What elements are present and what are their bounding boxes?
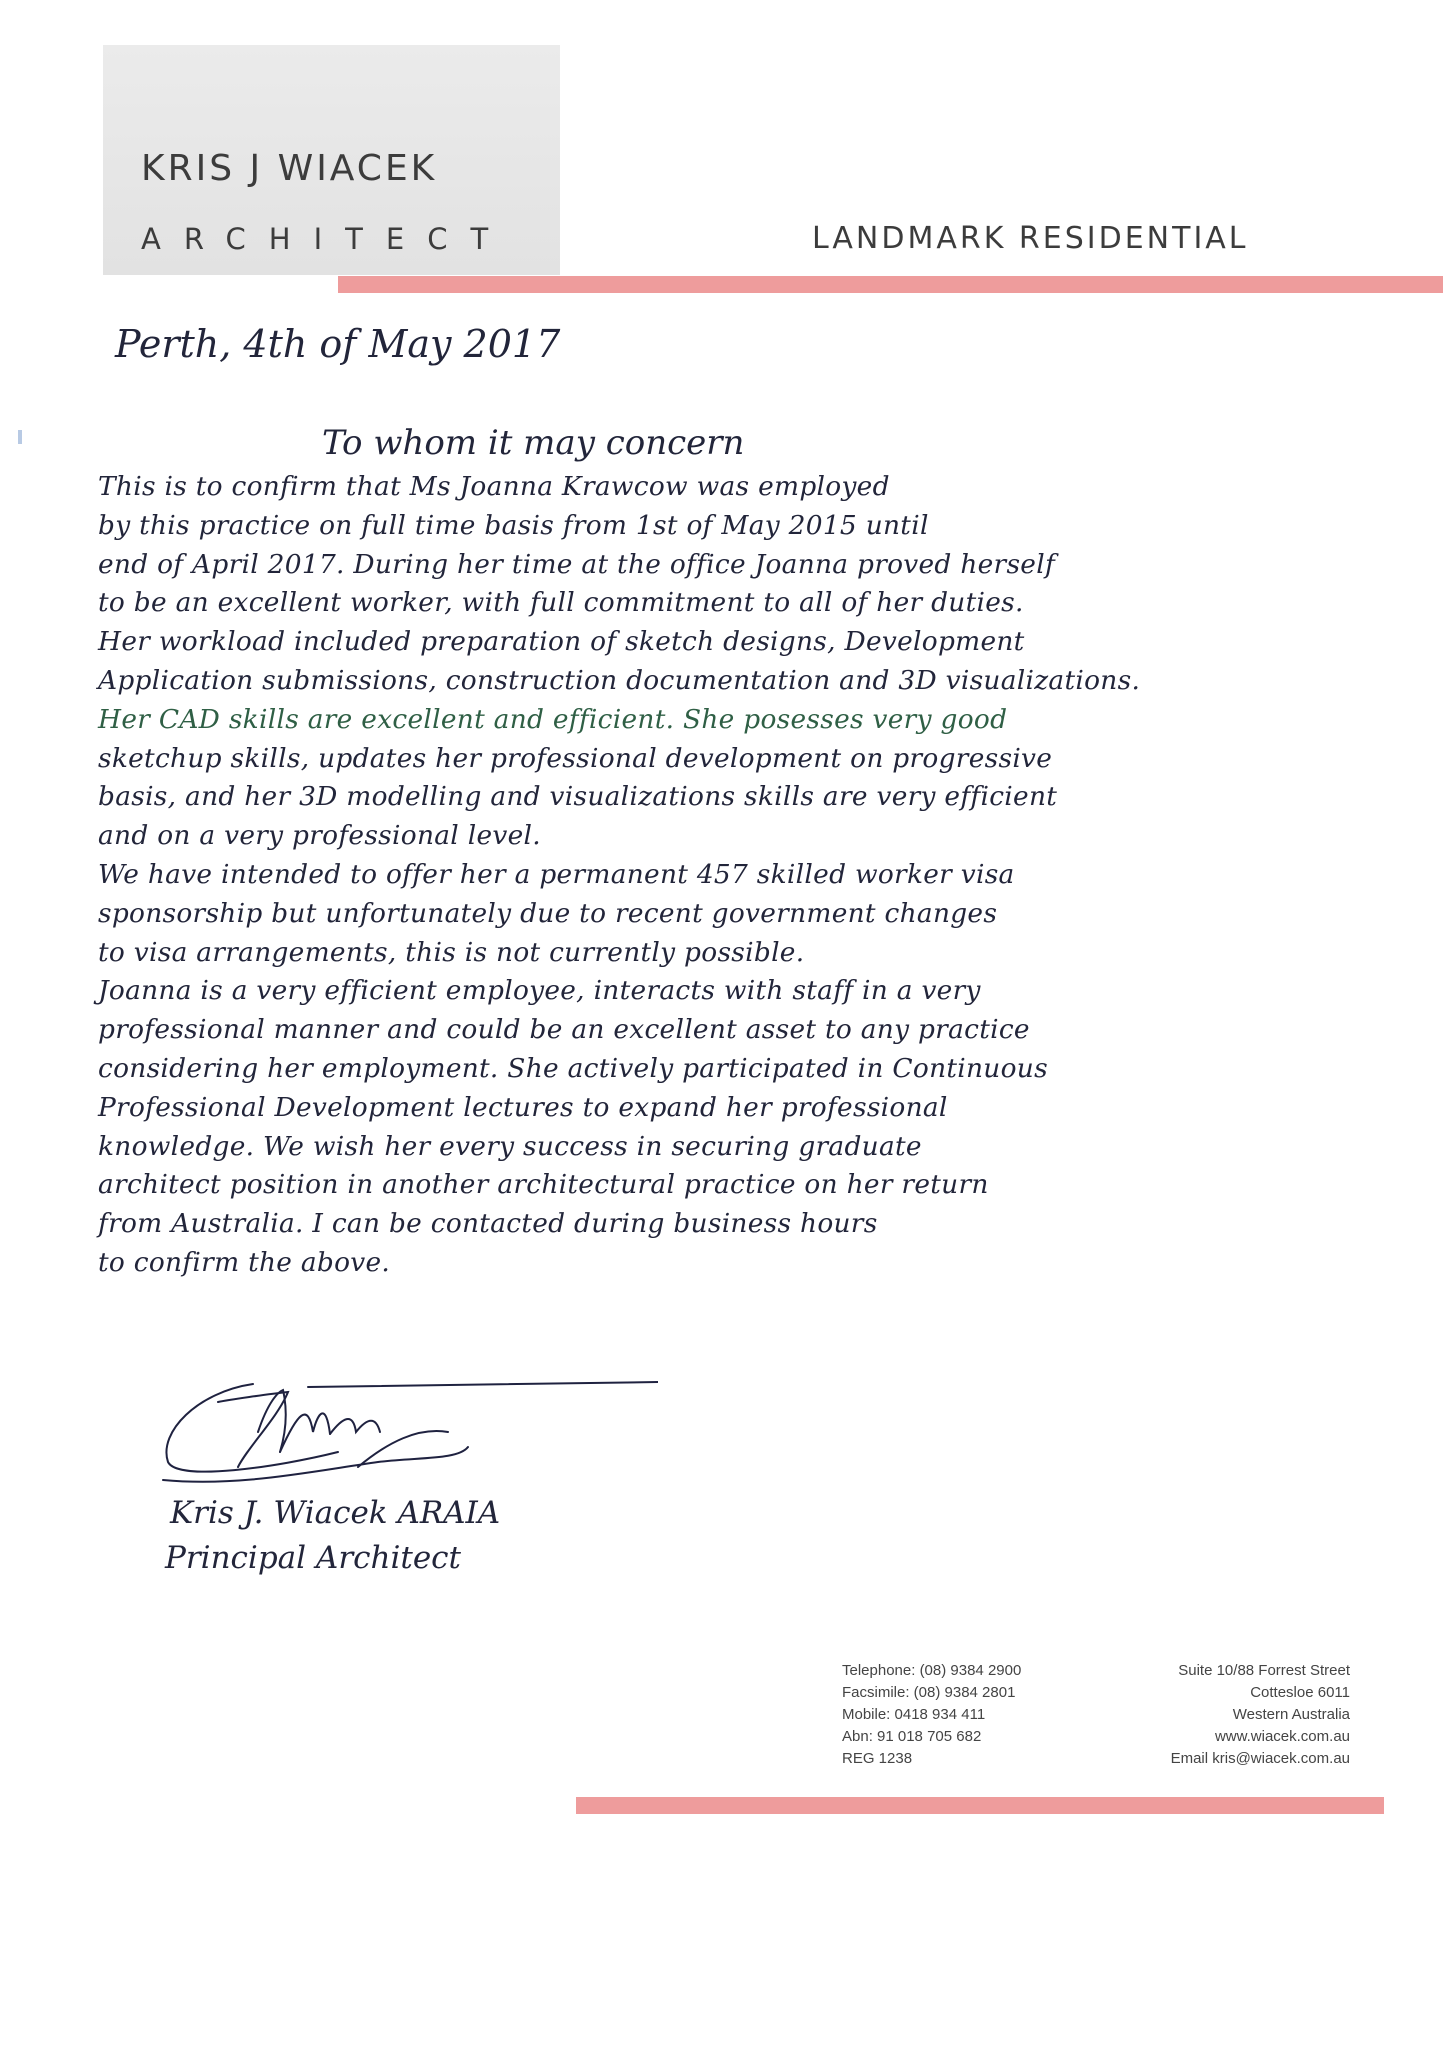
letter-date: Perth, 4th of May 2017 (115, 322, 561, 366)
mobile: Mobile: 0418 934 411 (842, 1706, 986, 1723)
signatory-role: Principal Architect (165, 1540, 461, 1576)
body-line: considering her employment. She actively participated in Continuous (98, 1052, 1048, 1084)
email: Email kris@wiacek.com.au (1170, 1750, 1350, 1767)
facsimile: Facsimile: (08) 9384 2801 (842, 1684, 1016, 1701)
body-line: Professional Development lectures to expand her professional (98, 1091, 948, 1123)
body-line: We have intended to offer her a permanent 457 skilled worker visa (98, 858, 1015, 890)
body-line: sketchup skills, updates her professional development on progressive (98, 742, 1053, 774)
header-accent-rule (338, 276, 1443, 293)
telephone: Telephone: (08) 9384 2900 (842, 1662, 1022, 1679)
body-line: by this practice on full time basis from 1st of May 2015 until (98, 509, 929, 541)
body-line: end of April 2017. During her time at the office Joanna proved herself (98, 548, 1056, 580)
scan-mark (18, 430, 22, 444)
signature-icon (158, 1372, 658, 1492)
body-line: Joanna is a very efficient employee, interacts with staff in a very (98, 975, 981, 1007)
body-line: basis, and her 3D modelling and visualizations skills are very efficient (98, 781, 1058, 813)
address-street: Suite 10/88 Forrest Street (1178, 1662, 1350, 1679)
letterhead-name: KRIS J WIACEK (141, 148, 438, 189)
contact-details-left (842, 1660, 1021, 1770)
registration: REG 1238 (842, 1750, 913, 1767)
body-line: sponsorship but unfortunately due to recent government changes (98, 897, 998, 929)
body-line: from Australia. I can be contacted during business hours (98, 1208, 878, 1240)
address-suburb: Cottesloe 6011 (1250, 1684, 1350, 1701)
letterhead-brand: LANDMARK RESIDENTIAL (812, 221, 1249, 256)
body-line: Her CAD skills are excellent and efficient. She posesses very good (98, 703, 1008, 735)
footer-accent-rule (576, 1797, 1384, 1814)
abn: Abn: 91 018 705 682 (842, 1728, 982, 1745)
website: www.wiacek.com.au (1214, 1728, 1350, 1745)
body-line: architect position in another architectural practice on her return (98, 1169, 989, 1201)
body-line: Application submissions, construction documentation and 3D visualizations. (98, 664, 1141, 696)
body-line: to visa arrangements, this is not currently possible. (98, 936, 805, 968)
body-line: professional manner and could be an excellent asset to any practice (98, 1014, 1030, 1046)
body-line: This is to confirm that Ms Joanna Krawcow was employed (98, 471, 890, 502)
body-line: to be an excellent worker, with full commitment to all of her duties. (98, 587, 1024, 619)
signatory-name: Kris J. Wiacek ARAIA (170, 1495, 501, 1531)
letter-salutation: To whom it may concern (322, 423, 745, 463)
letterhead-title: ARCHITECT (141, 222, 512, 256)
address-state: Western Australia (1232, 1706, 1350, 1723)
body-line: knowledge. We wish her every success in securing graduate (98, 1130, 922, 1162)
body-line: Her workload included preparation of sketch designs, Development (98, 626, 1025, 658)
body-line: to confirm the above. (98, 1246, 391, 1278)
contact-details-right (1110, 1660, 1350, 1770)
body-line: and on a very professional level. (98, 820, 541, 852)
letter-body (98, 468, 1448, 1283)
